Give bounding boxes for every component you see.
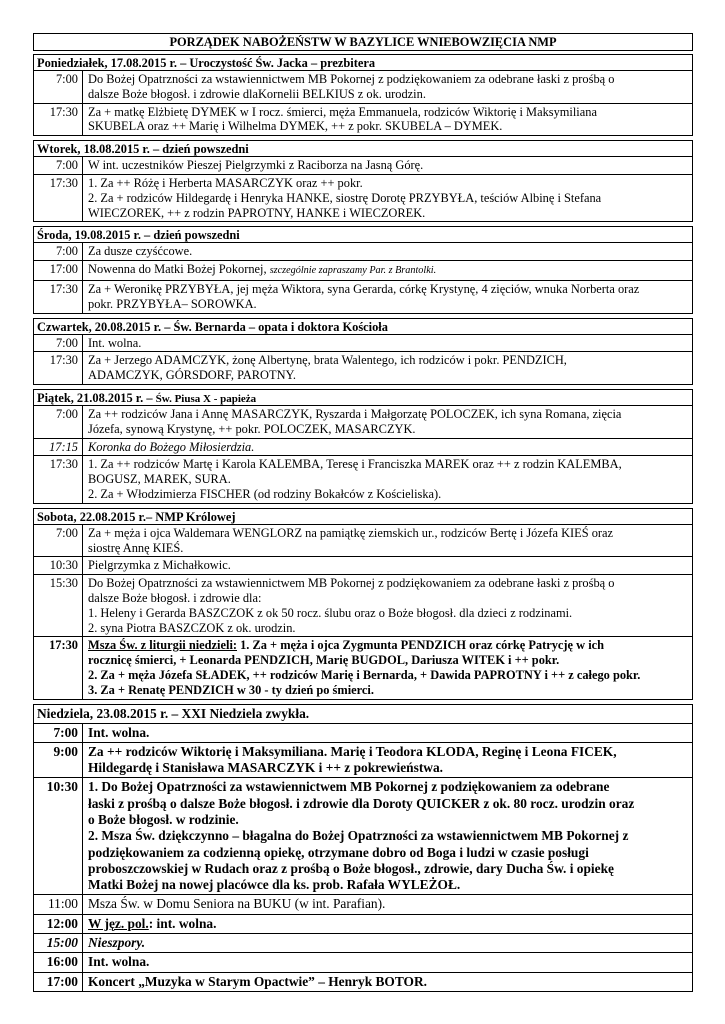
- intention-lead: Msza Św. z liturgii niedzieli:: [88, 638, 238, 653]
- intention-lead: W jęz. pol.: [88, 915, 149, 931]
- intention-line: 2. Za + męża Józefa SŁADEK, ++ rodziców Marię i Bernarda, + Dawida PAPROTNY i ++ z całego pokr.: [88, 667, 641, 682]
- intention-line: BOGUSZ, MAREK, SURA.: [88, 472, 231, 487]
- mass-intention: [83, 439, 692, 456]
- mass-time: 17:00: [34, 973, 83, 991]
- day-section-sunday: [33, 704, 693, 992]
- weekday-sections: [33, 54, 693, 700]
- day-section: [33, 226, 693, 313]
- mass-intention: [83, 261, 692, 280]
- mass-intention: [83, 934, 692, 952]
- intention-line-with-lead: [88, 638, 688, 653]
- intention-line: 2. syna Piotra BASZCZOK z ok. urodzin.: [88, 620, 296, 635]
- schedule-row: [34, 103, 692, 136]
- schedule-row: [34, 724, 692, 742]
- day-heading: Czwartek, 20.08.2015 r. – Św. Bernarda – opata i doktora Kościoła: [34, 319, 692, 335]
- mass-time: 7:00: [34, 157, 83, 174]
- mass-time: 15:00: [34, 934, 83, 952]
- intention-line: dalsze Boże błogosł. i zdrowie dla:: [88, 590, 262, 605]
- schedule-row: [34, 260, 692, 280]
- day-heading-feast: Św. Piusa X - papieża: [155, 392, 257, 405]
- day-section: [33, 318, 693, 385]
- intention-line: Koncert „Muzyka w Starym Opactwie” – Henryk BOTOR.: [88, 973, 427, 989]
- schedule-document: [33, 33, 693, 996]
- intention-line: rocznicę śmierci, + Leonarda PENDZICH, Marię BUGDOL, Dariusza WITEK i ++ pokr.: [88, 653, 560, 668]
- intention-line: Int. wolna.: [88, 724, 150, 740]
- intention-line: 1. Za + męża i ojca Zygmunta PENDZICH oraz córkę Patrycję w ich: [237, 638, 605, 653]
- intention-line: W int. uczestników Pieszej Pielgrzymki z Raciborza na Jasną Górę.: [88, 158, 424, 173]
- day-heading: Środa, 19.08.2015 r. – dzień powszedni: [34, 227, 692, 243]
- intention-line: Za + Jerzego ADAMCZYK, żonę Albertynę, brata Walentego, ich rodziców i pokr. PENDZICH,: [88, 353, 567, 368]
- mass-intention: [83, 335, 692, 352]
- mass-intention: [83, 157, 692, 174]
- intention-line: Int. wolna.: [88, 335, 142, 350]
- mass-intention: [83, 973, 692, 991]
- mass-intention: [83, 778, 692, 894]
- schedule-row: [34, 574, 692, 636]
- day-heading-main: Piątek, 21.08.2015 r. –: [37, 390, 156, 405]
- day-heading: Sobota, 22.08.2015 r.– NMP Królowej: [34, 509, 692, 525]
- intention-line: Za + matkę Elżbietę DYMEK w I rocz. śmierci, męża Emmanuela, rodziców Wiktorię i Maksymiliana: [88, 104, 597, 119]
- schedule-row: [34, 525, 692, 557]
- intention-line: WIECZOREK, ++ z rodzin PAPROTNY, HANKE i WIECZOREK.: [88, 205, 426, 220]
- schedule-row: [34, 933, 692, 952]
- mass-intention: [83, 724, 692, 742]
- schedule-row: [34, 914, 692, 933]
- schedule-row: [34, 174, 692, 221]
- mass-time: 7:00: [34, 243, 83, 260]
- intention-line: Matki Bożej na nowej placówce dla ks. prob. Rafała WYLEŻOŁ.: [88, 877, 461, 893]
- mass-intention: [83, 525, 692, 557]
- mass-time: 16:00: [34, 953, 83, 971]
- intention-line: siostrę Annę KIEŚ.: [88, 540, 184, 555]
- intention-line-with-lead: [88, 916, 688, 932]
- schedule-row: [34, 972, 692, 991]
- mass-intention: [83, 281, 692, 313]
- intention-line: Msza Św. w Domu Seniora na BUKU (w int. Parafian).: [88, 896, 386, 912]
- intention-line: SKUBELA oraz ++ Marię i Wilhelma DYMEK, ++ z pokr. SKUBELA – DYMEK.: [88, 119, 503, 134]
- intention-line: dalsze Boże błogosł. i zdrowie dlaKornelii BELKIUS z ok. urodzin.: [88, 86, 426, 101]
- intention-line: Do Bożej Opatrzności za wstawiennictwem MB Pokornej z podziękowaniem za odebrane łaski z prośbą o: [88, 576, 615, 591]
- intention-line: 1. Za ++ Różę i Herberta MASARCZYK oraz ++ pokr.: [88, 175, 363, 190]
- mass-time: 17:30: [34, 281, 83, 313]
- intention-line: 1. Do Bożej Opatrzności za wstawiennictwem MB Pokornej z podziękowaniem za odebrane: [88, 779, 610, 795]
- mass-time: 17:00: [34, 261, 83, 280]
- mass-time: 17:30: [34, 352, 83, 384]
- schedule-row: [34, 455, 692, 502]
- intention-line: Hildegardę i Stanisława MASARCZYK i ++ z pokrewieństwa.: [88, 760, 443, 776]
- intention-line: Za ++ rodziców Wiktorię i Maksymiliana. Marię i Teodora KLODA, Reginę i Leona FICEK,: [88, 743, 617, 759]
- day-heading: [34, 390, 692, 406]
- intention-line: Do Bożej Opatrzności za wstawiennictwem MB Pokornej z podziękowaniem za odebrane łaski z prośbą o: [88, 72, 615, 86]
- intention-line: łaski z prośbą o dalsze Boże błogosł. i zdrowie dla Doroty QUICKER z ok. 80 rocz. urodzin oraz: [88, 795, 635, 811]
- schedule-row: [34, 742, 692, 778]
- schedule-row: [34, 438, 692, 456]
- intention-line: : int. wolna.: [148, 915, 217, 931]
- mass-intention: [83, 104, 692, 136]
- mass-time: 10:30: [34, 557, 83, 574]
- mass-time: 17:15: [34, 439, 83, 456]
- day-heading: Wtorek, 18.08.2015 r. – dzień powszedni: [34, 141, 692, 157]
- mass-time: 7:00: [34, 525, 83, 557]
- schedule-row: [34, 280, 692, 313]
- mass-time: 17:30: [34, 637, 83, 698]
- mass-intention: [83, 895, 692, 913]
- mass-intention: [83, 243, 692, 260]
- intention-line: Int. wolna.: [88, 954, 150, 970]
- intention-line: proboszczowskiej w Rudach oraz z prośbą o Boże błogosł., zdrowie, dary Ducha Św. i opiekę: [88, 860, 614, 876]
- schedule-row: [34, 406, 692, 438]
- intention-line: Za + męża i ojca Waldemara WENGLORZ na pamiątkę ziemskich ur., rodziców Bertę i Józefa KIEŚ oraz: [88, 525, 614, 540]
- intention-note: szczególnie zapraszamy Par. z Brantolki.: [269, 265, 437, 277]
- mass-intention: [83, 743, 692, 778]
- schedule-row: [34, 243, 692, 260]
- intention-line: 3. Za + Renatę PENDZICH w 30 - ty dzień po śmierci.: [88, 682, 374, 697]
- intention-line: 1. Heleny i Gerarda BASZCZOK z ok 50 rocz. ślubu oraz o Boże błogosł. dla dzieci z rodzinami.: [88, 605, 573, 620]
- intention-line: Za dusze czyśćcowe.: [88, 244, 193, 259]
- mass-time: 10:30: [34, 778, 83, 894]
- schedule-row: [34, 556, 692, 574]
- mass-time: 17:30: [34, 175, 83, 221]
- intention-line: Koronka do Bożego Miłosierdzia.: [88, 439, 255, 454]
- intention-line: Za + Weronikę PRZYBYŁA, jej męża Wiktora, syna Gerarda, córkę Krystynę, 4 zięciów, wnuka Norberta oraz: [88, 281, 640, 296]
- day-heading: Niedziela, 23.08.2015 r. – XXI Niedziela zwykła.: [34, 705, 692, 724]
- mass-intention: [83, 456, 692, 502]
- day-section: [33, 54, 693, 136]
- mass-intention: [83, 915, 692, 933]
- intention-line: Józefa, synową Krystynę, ++ pokr. POLOCZEK, MASARCZYK.: [88, 421, 416, 436]
- day-section: [33, 140, 693, 222]
- mass-time: 7:00: [34, 335, 83, 352]
- schedule-row: [34, 636, 692, 698]
- intention-line: Za ++ rodziców Jana i Annę MASARCZYK, Ryszarda i Małgorzatę POLOCZEK, ich syna Romana, zięcia: [88, 406, 622, 421]
- intention-line: 1. Za ++ rodziców Martę i Karola KALEMBA, Teresę i Franciszka MAREK oraz ++ z rodzin KALEMBA,: [88, 457, 622, 472]
- day-heading: Poniedziałek, 17.08.2015 r. – Uroczystość Św. Jacka – prezbitera: [34, 55, 692, 71]
- intention-line: 2. Za + Włodzimierza FISCHER (od rodziny Bokałców z Kościeliska).: [88, 486, 442, 501]
- schedule-row: [34, 335, 692, 352]
- mass-time: 17:30: [34, 104, 83, 136]
- mass-intention: [83, 71, 692, 103]
- mass-intention: [83, 557, 692, 574]
- mass-intention: [83, 575, 692, 636]
- schedule-row: [34, 71, 692, 103]
- mass-intention: [83, 352, 692, 384]
- schedule-row: [34, 351, 692, 384]
- mass-time: 7:00: [34, 71, 83, 103]
- schedule-row: [34, 952, 692, 971]
- mass-time: 12:00: [34, 915, 83, 933]
- mass-time: 11:00: [34, 895, 83, 913]
- day-section: [33, 389, 693, 504]
- mass-time: 7:00: [34, 406, 83, 438]
- day-section: [33, 508, 693, 700]
- document-title: PORZĄDEK NABOŻEŃSTW W BAZYLICE WNIEBOWZIĘCIA NMP: [33, 33, 693, 51]
- mass-intention: [83, 953, 692, 971]
- mass-intention: [83, 175, 692, 221]
- intention-line: ADAMCZYK, GÓRSDORF, PAROTNY.: [88, 368, 296, 383]
- mass-time: 7:00: [34, 724, 83, 742]
- schedule-row: [34, 777, 692, 894]
- intention-line: podziękowaniem za codzienną opiekę, otrzymane dobro od Boga i ludzi w czasie posługi: [88, 844, 589, 860]
- intention-line: Nowenna do Matki Bożej Pokornej,: [88, 262, 267, 277]
- intention-line: 2. Za + rodziców Hildegardę i Henryka HANKE, siostrę Dorotę PRZYBYŁA, teściów Albinę i Stefana: [88, 190, 602, 205]
- intention-line: Nieszpory.: [88, 935, 146, 951]
- mass-intention: [83, 637, 692, 698]
- intention-line-with-note: [88, 262, 688, 279]
- intention-line: pokr. PRZYBYŁA– SOROWKA.: [88, 296, 257, 311]
- intention-line: o Boże błogosł. w rodzinie.: [88, 811, 239, 827]
- intention-line: Pielgrzymka z Michałkowic.: [88, 558, 231, 573]
- schedule-row: [34, 157, 692, 174]
- intention-line: 2. Msza Św. dziękczynno – błagalna do Bożej Opatrzności za wstawiennictwem MB Pokornej z: [88, 828, 629, 844]
- mass-time: 15:30: [34, 575, 83, 636]
- mass-time: 9:00: [34, 743, 83, 778]
- mass-time: 17:30: [34, 456, 83, 502]
- schedule-row: [34, 894, 692, 913]
- mass-intention: [83, 406, 692, 438]
